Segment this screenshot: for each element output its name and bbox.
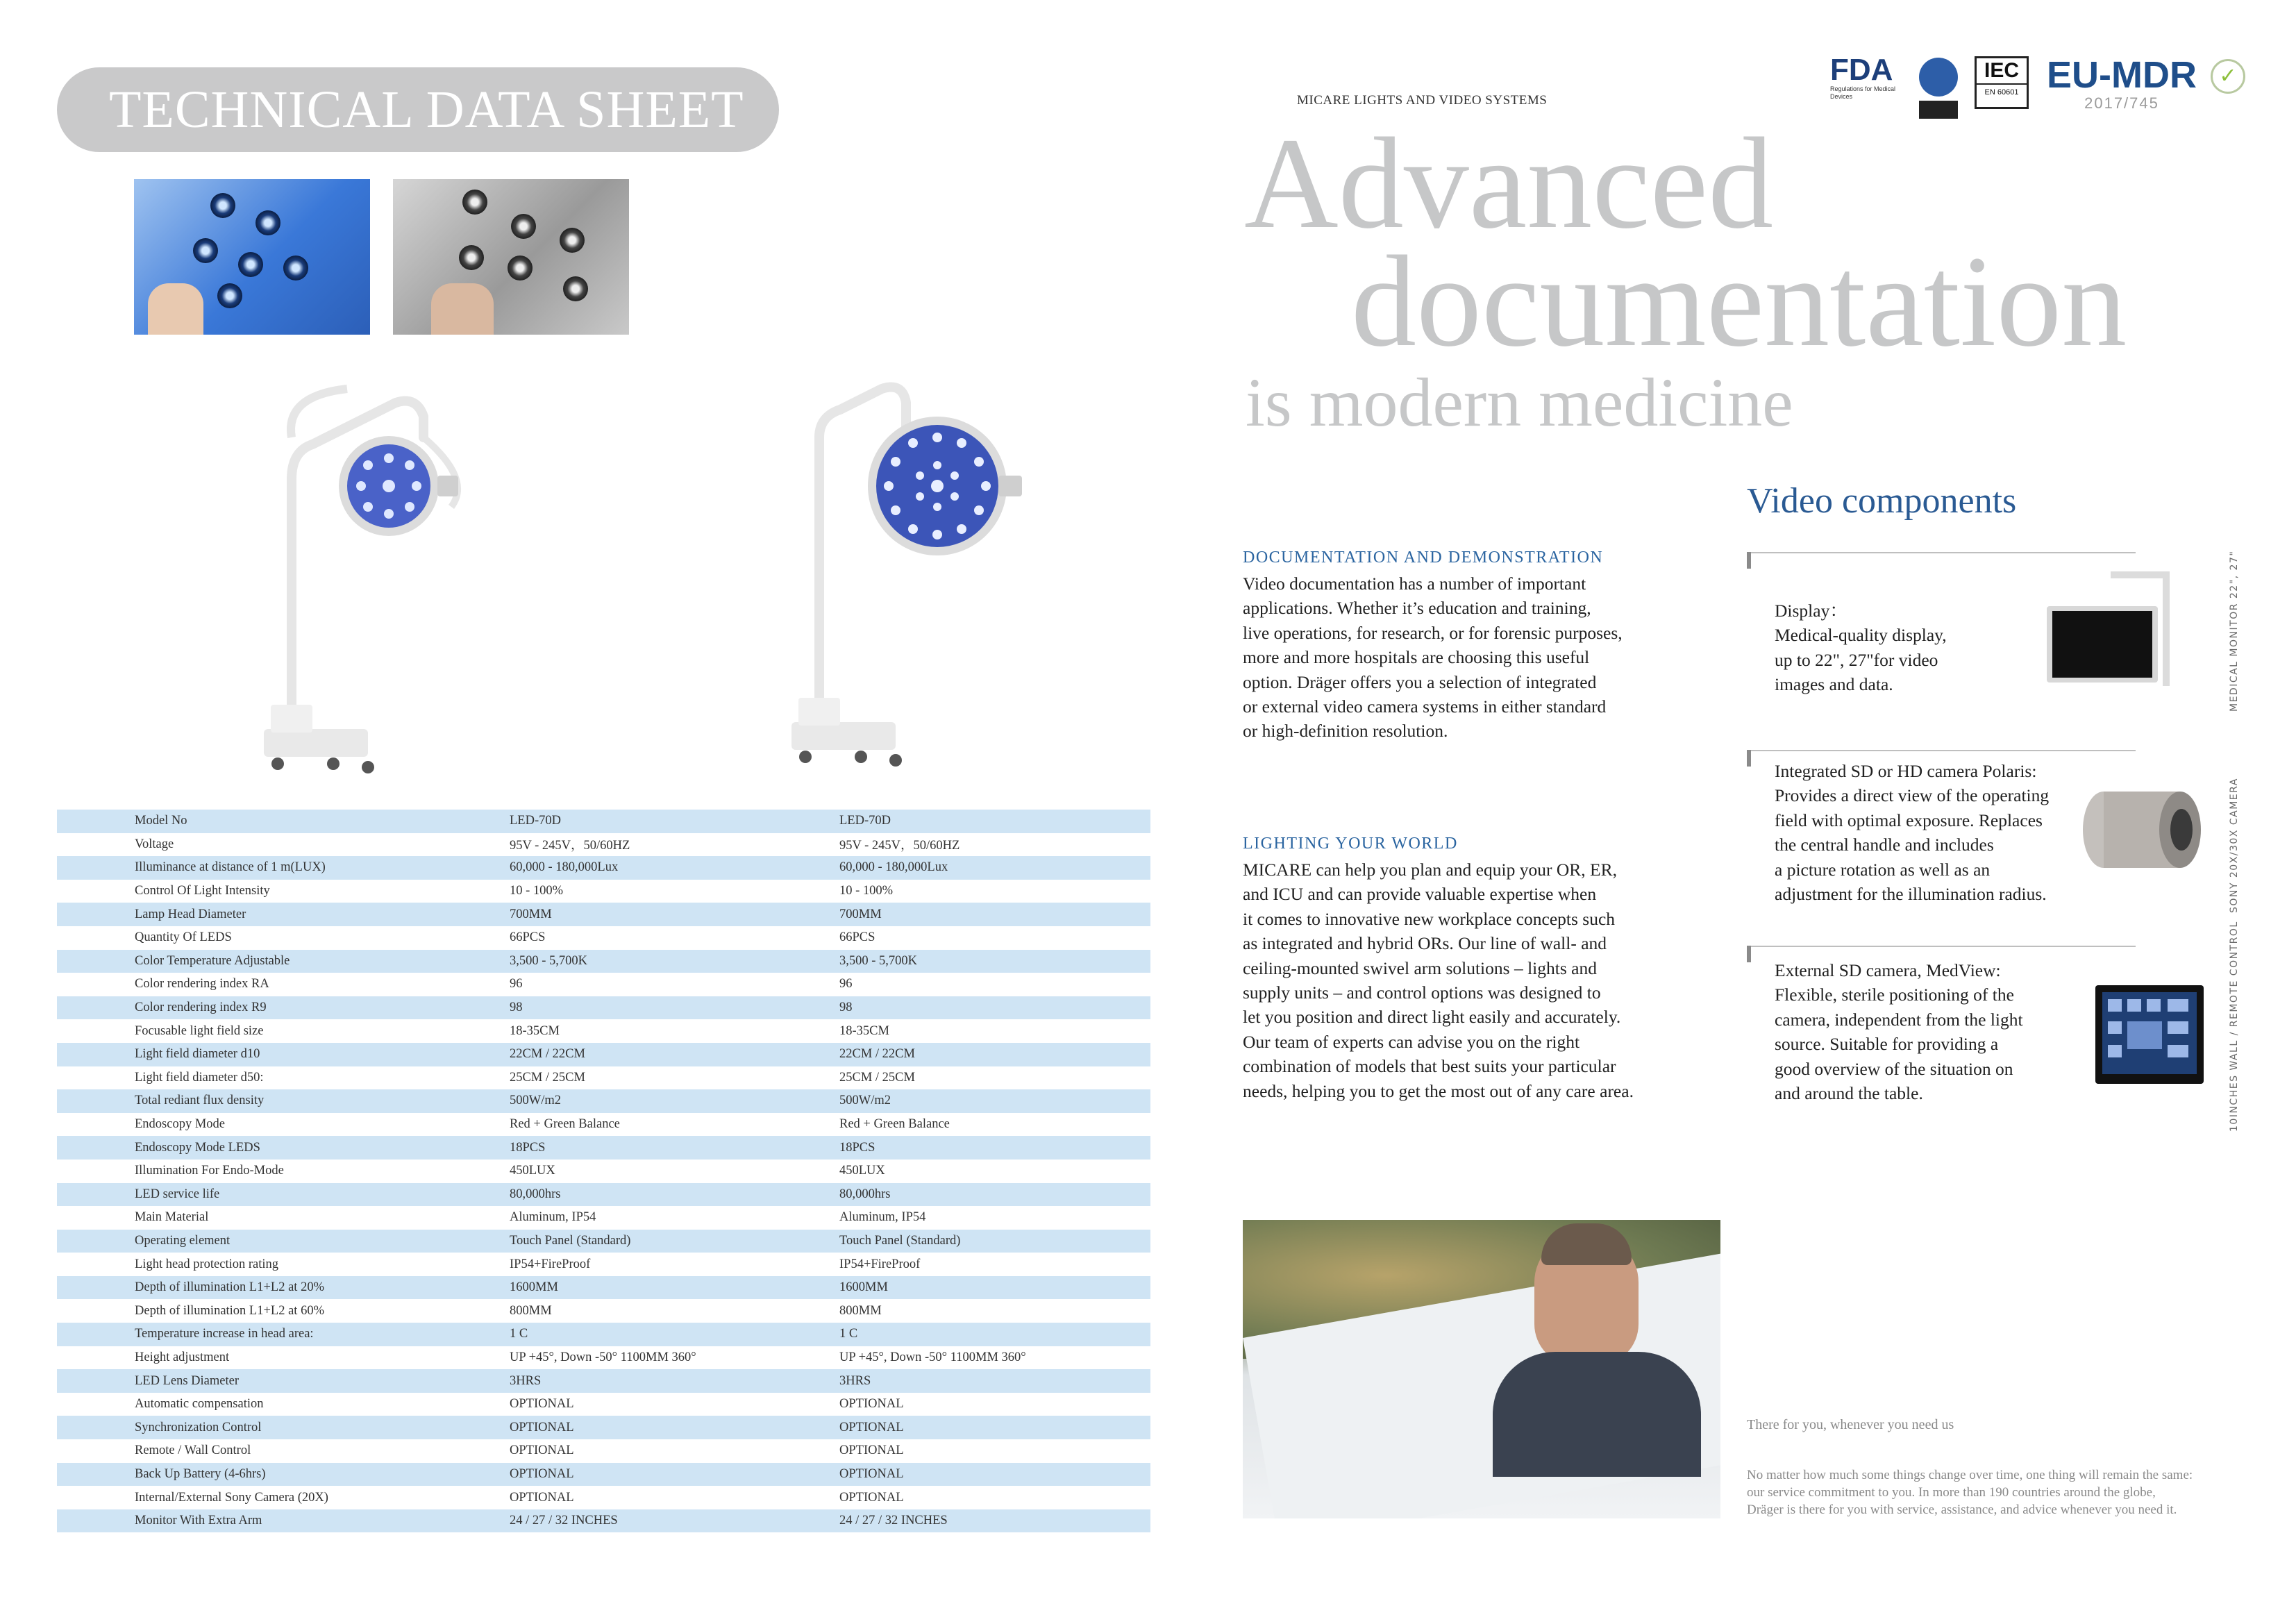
table-cell-spacer	[57, 833, 135, 857]
divider-tick	[1747, 750, 1751, 767]
spec-value: 25CM / 25CM	[839, 1070, 915, 1085]
spec-value: 1600MM	[839, 1276, 1150, 1300]
spec-value: 3,500 - 5,700K	[839, 950, 1150, 973]
spec-value: 18PCS	[839, 1136, 1150, 1160]
checkmark-icon: ✓	[2211, 59, 2245, 94]
spec-label: Temperature increase in head area:	[135, 1323, 510, 1346]
table-cell-spacer	[57, 856, 135, 880]
spec-label: Color Temperature Adjustable	[135, 950, 510, 973]
spec-value: 24 / 27 / 32 INCHES	[510, 1509, 839, 1533]
table-row	[57, 1066, 1150, 1090]
spec-value: 18-35CM	[510, 1023, 560, 1038]
spec-value: 10 - 100%	[510, 884, 564, 898]
spec-value: 98	[839, 996, 1150, 1020]
page-title: TECHNICAL DATA SHEET	[57, 67, 779, 152]
spec-value: 60,000 - 180,000Lux	[839, 856, 1150, 880]
spec-value: 18PCS	[510, 1136, 839, 1160]
spec-value: Red + Green Balance	[510, 1117, 620, 1132]
spec-value: 450LUX	[839, 1164, 885, 1178]
spec-value: 18-35CM	[839, 1023, 889, 1038]
table-row	[57, 1393, 1150, 1416]
table-row	[57, 1276, 1150, 1300]
table-cell-spacer	[57, 1439, 135, 1463]
table-cell-spacer	[57, 1346, 135, 1370]
spec-value: 96	[510, 977, 523, 991]
spec-value: 60,000 - 180,000Lux	[510, 856, 839, 880]
side-label-remote-control: 10INCHES WALL / REMOTE CONTROL	[2229, 921, 2240, 1132]
video-components-title: Video components	[1747, 481, 2017, 521]
table-row	[57, 1136, 1150, 1160]
footer-text: No matter how much some things change over time, one thing will remain the same: our service commitment to you. In more than 190 countries around the globe, Dräger is there for you with service, assistance, and advice whenever you need it.	[1747, 1468, 2193, 1517]
spec-label: Light head protection rating	[135, 1257, 279, 1271]
table-cell-spacer	[57, 1089, 135, 1113]
spec-value: Aluminum, IP54	[510, 1210, 596, 1225]
table-row	[57, 1043, 1150, 1066]
spec-label: Endoscopy Mode	[135, 1117, 225, 1132]
spec-label: Illumination For Endo-Mode	[135, 1164, 284, 1178]
spec-value: 500W/m2	[839, 1089, 1150, 1113]
table-row	[57, 833, 1150, 857]
headline-line-3: is modern medicine	[1246, 364, 1793, 441]
table-cell-spacer	[57, 1113, 135, 1137]
spec-value: 80,000hrs	[839, 1183, 1150, 1207]
side-label-camera: SONY 20X/30X CAMERA	[2229, 778, 2240, 913]
table-row	[57, 1346, 1150, 1370]
spec-value: 800MM	[510, 1303, 552, 1318]
side-label-monitor: MEDICAL MONITOR 22", 27"	[2229, 550, 2240, 712]
spec-value: 22CM / 22CM	[510, 1043, 839, 1066]
table-cell-spacer	[57, 1276, 135, 1300]
spec-value: 700MM	[510, 903, 839, 926]
table-cell-spacer	[57, 1019, 135, 1043]
table-cell-spacer	[57, 880, 135, 903]
spec-value: OPTIONAL	[839, 1443, 904, 1458]
table-cell-spacer	[57, 1323, 135, 1346]
spec-label: Height adjustment	[135, 1350, 230, 1364]
spec-value: 3,500 - 5,700K	[510, 950, 839, 973]
table-cell-spacer	[57, 1230, 135, 1253]
spec-value: IP54+FireProof	[839, 1257, 921, 1271]
divider-tick	[1747, 946, 1751, 962]
spec-label: Illuminance at distance of 1 m(LUX)	[135, 856, 510, 880]
spec-label: Light field diameter d50:	[135, 1070, 264, 1085]
spec-value: 3HRS	[839, 1369, 1150, 1393]
component-camera-polaris-text: Integrated SD or HD camera Polaris: Provides a direct view of the operating field with optimal exposure. Replaces the central handle and includes a picture rotation as well as an adjustment for the illumination radius.	[1775, 761, 2050, 905]
documentation-heading: DOCUMENTATION AND DEMONSTRATION	[1243, 549, 1604, 567]
spec-value: OPTIONAL	[839, 1397, 904, 1412]
table-cell-spacer	[57, 1066, 135, 1090]
spec-value: 1 C	[839, 1323, 1150, 1346]
divider	[1747, 552, 2136, 553]
table-row	[57, 1486, 1150, 1509]
table-cell-spacer	[57, 1160, 135, 1183]
table-row	[57, 1019, 1150, 1043]
table-row	[57, 880, 1150, 903]
spec-value: LED-70D	[510, 810, 839, 833]
spec-label: Monitor With Extra Arm	[135, 1509, 510, 1533]
table-cell-spacer	[57, 1253, 135, 1276]
spec-value: Red + Green Balance	[839, 1117, 950, 1132]
spec-value: 3HRS	[510, 1369, 839, 1393]
table-row	[57, 1183, 1150, 1207]
table-cell-spacer	[57, 1509, 135, 1533]
spec-value: UP +45°, Down -50° 1100MM 360°	[510, 1350, 696, 1364]
eu-mdr-logo: EU-MDR 2017/745	[2047, 54, 2197, 112]
lighting-body: MICARE can help you plan and equip your OR, ER, and ICU and can provide valuable expertise when it comes to innovative new workplace concepts such as integrated and hybrid ORs. Our line of wall- and ceiling-mounted swivel arm solutions – lights and supply units – and control options was designed to let you position and direct light easily and accurately. Our team of experts can advise you on the right combination of models that best suits your particular needs, helping you to get the most out of any care area.	[1243, 860, 1634, 1101]
table-row	[57, 1439, 1150, 1463]
spec-value: OPTIONAL	[510, 1490, 574, 1505]
spec-value: 96	[839, 977, 853, 991]
spec-label: Back Up Battery (4-6hrs)	[135, 1463, 510, 1487]
spec-value: Touch Panel (Standard)	[510, 1230, 839, 1253]
spec-label: Lamp Head Diameter	[135, 903, 510, 926]
spec-value: 800MM	[839, 1303, 882, 1318]
table-cell-spacer	[57, 926, 135, 950]
table-cell-spacer	[57, 1299, 135, 1323]
divider	[1747, 946, 2136, 947]
component-display-text: Display： Medical-quality display, up to 22", 27"for video images and data.	[1775, 601, 1947, 695]
table-row	[57, 1416, 1150, 1439]
spec-value: OPTIONAL	[510, 1416, 839, 1439]
table-row	[57, 1369, 1150, 1393]
table-cell-spacer	[57, 1393, 135, 1416]
spec-value: OPTIONAL	[839, 1490, 904, 1505]
spec-value: 22CM / 22CM	[839, 1043, 1150, 1066]
spec-label: LED service life	[135, 1183, 510, 1207]
spec-value: OPTIONAL	[510, 1443, 574, 1458]
spec-label: Remote / Wall Control	[135, 1443, 251, 1458]
table-row	[57, 903, 1150, 926]
spec-value: 10 - 100%	[839, 884, 894, 898]
table-row	[57, 1113, 1150, 1137]
spec-value: Touch Panel (Standard)	[839, 1230, 1150, 1253]
table-row	[57, 1206, 1150, 1230]
table-cell-spacer	[57, 973, 135, 996]
spec-label: Light field diameter d10	[135, 1043, 510, 1066]
table-row	[57, 950, 1150, 973]
medical-monitor-icon	[2041, 568, 2208, 700]
table-cell-spacer	[57, 1043, 135, 1066]
certification-logos	[1830, 52, 2244, 134]
spec-label: Quantity Of LEDS	[135, 930, 232, 945]
table-cell-spacer	[57, 1463, 135, 1487]
table-row	[57, 810, 1150, 833]
table-cell-spacer	[57, 1183, 135, 1207]
spec-label: Automatic compensation	[135, 1397, 264, 1412]
table-row	[57, 1230, 1150, 1253]
spec-value: 1 C	[510, 1323, 839, 1346]
product-photo-blue-lamp-head	[134, 179, 370, 335]
spec-value: Aluminum, IP54	[839, 1210, 926, 1225]
spec-value: 80,000hrs	[510, 1183, 839, 1207]
certification-seal-icon	[1919, 58, 1958, 97]
spec-label: Control Of Light Intensity	[135, 884, 270, 898]
footer-tagline: There for you, whenever you need us	[1747, 1417, 1954, 1432]
spec-label: Total rediant flux density	[135, 1089, 510, 1113]
spec-label: Internal/External Sony Camera (20X)	[135, 1490, 328, 1505]
table-row	[57, 1299, 1150, 1323]
certification-badge-icon	[1919, 101, 1958, 119]
spec-label: Depth of illumination L1+L2 at 60%	[135, 1303, 324, 1318]
table-cell-spacer	[57, 1136, 135, 1160]
table-cell-spacer	[57, 1206, 135, 1230]
man-in-car-photo	[1243, 1220, 1720, 1518]
table-row	[57, 1253, 1150, 1276]
table-cell-spacer	[57, 950, 135, 973]
spec-label: Model No	[135, 810, 510, 833]
table-row	[57, 1089, 1150, 1113]
spec-value: 95V - 245V，50/60HZ	[510, 839, 630, 853]
divider-tick	[1747, 552, 1751, 569]
documentation-body: Video documentation has a number of important applications. Whether it’s education and training, live operations, for research, or for forensic purposes, more and more hospitals are choosing this useful option. Dräger offers you a selection of integrated or external video camera systems in either standard or high-definition resolution.	[1243, 574, 1623, 742]
spec-label: Color rendering index R9	[135, 996, 510, 1020]
camera-icon	[2076, 778, 2215, 903]
spec-value: IP54+FireProof	[510, 1257, 591, 1271]
spec-value: 700MM	[839, 903, 1150, 926]
spec-value: OPTIONAL	[510, 1463, 839, 1487]
table-cell-spacer	[57, 1486, 135, 1509]
table-row	[57, 1323, 1150, 1346]
spec-label: Synchronization Control	[135, 1416, 510, 1439]
product-photo-silver-lamp-head	[393, 179, 629, 335]
spec-value: OPTIONAL	[839, 1416, 1150, 1439]
operating-lamp-illustration-right	[778, 361, 1041, 778]
component-camera-medview-text: External SD camera, MedView: Flexible, sterile positioning of the camera, independent from the light source. Suitable for providing a good overview of the situation on and around the table.	[1775, 960, 2023, 1104]
spec-value: 24 / 27 / 32 INCHES	[839, 1509, 1150, 1533]
lighting-heading: LIGHTING YOUR WORLD	[1243, 835, 1458, 853]
spec-value: 1600MM	[510, 1276, 839, 1300]
spec-label: Focusable light field size	[135, 1023, 264, 1038]
iec-logo: IEC EN 60601	[1975, 56, 2029, 109]
spec-value: 95V - 245V，50/60HZ	[839, 839, 960, 853]
spec-value: UP +45°, Down -50° 1100MM 360°	[839, 1350, 1026, 1364]
table-cell-spacer	[57, 810, 135, 833]
spec-value: 500W/m2	[510, 1089, 839, 1113]
operating-lamp-illustration-left	[250, 375, 486, 778]
spec-label: Depth of illumination L1+L2 at 20%	[135, 1276, 510, 1300]
spec-value: OPTIONAL	[839, 1463, 1150, 1487]
table-row	[57, 1509, 1150, 1533]
wall-control-panel-icon	[2093, 982, 2211, 1090]
table-row	[57, 1160, 1150, 1183]
table-row	[57, 973, 1150, 996]
table-cell-spacer	[57, 1416, 135, 1439]
brand-line: MICARE LIGHTS AND VIDEO SYSTEMS	[1297, 93, 1548, 108]
spec-label: LED Lens Diameter	[135, 1369, 510, 1393]
spec-label: Main Material	[135, 1210, 209, 1225]
table-row	[57, 1463, 1150, 1487]
table-row	[57, 996, 1150, 1020]
spec-label: Operating element	[135, 1230, 510, 1253]
spec-value: 66PCS	[839, 930, 875, 945]
table-row	[57, 926, 1150, 950]
spec-value: OPTIONAL	[510, 1397, 574, 1412]
spec-label: Color rendering index RA	[135, 977, 269, 991]
divider	[1747, 750, 2136, 751]
headline-line-1: Advanced	[1244, 110, 1774, 256]
spec-value: LED-70D	[839, 810, 1150, 833]
spec-table	[57, 810, 1150, 1532]
spec-label: Endoscopy Mode LEDS	[135, 1136, 510, 1160]
table-cell-spacer	[57, 903, 135, 926]
table-cell-spacer	[57, 1369, 135, 1393]
headline-line-2: documentation	[1351, 228, 2127, 374]
table-cell-spacer	[57, 996, 135, 1020]
spec-value: 25CM / 25CM	[510, 1070, 585, 1085]
spec-value: 98	[510, 996, 839, 1020]
spec-value: 450LUX	[510, 1164, 555, 1178]
fda-logo: FDA Regulations for Medical Devices	[1830, 53, 1896, 100]
spec-label: Voltage	[135, 837, 174, 851]
table-row	[57, 856, 1150, 880]
spec-value: 66PCS	[510, 930, 546, 945]
